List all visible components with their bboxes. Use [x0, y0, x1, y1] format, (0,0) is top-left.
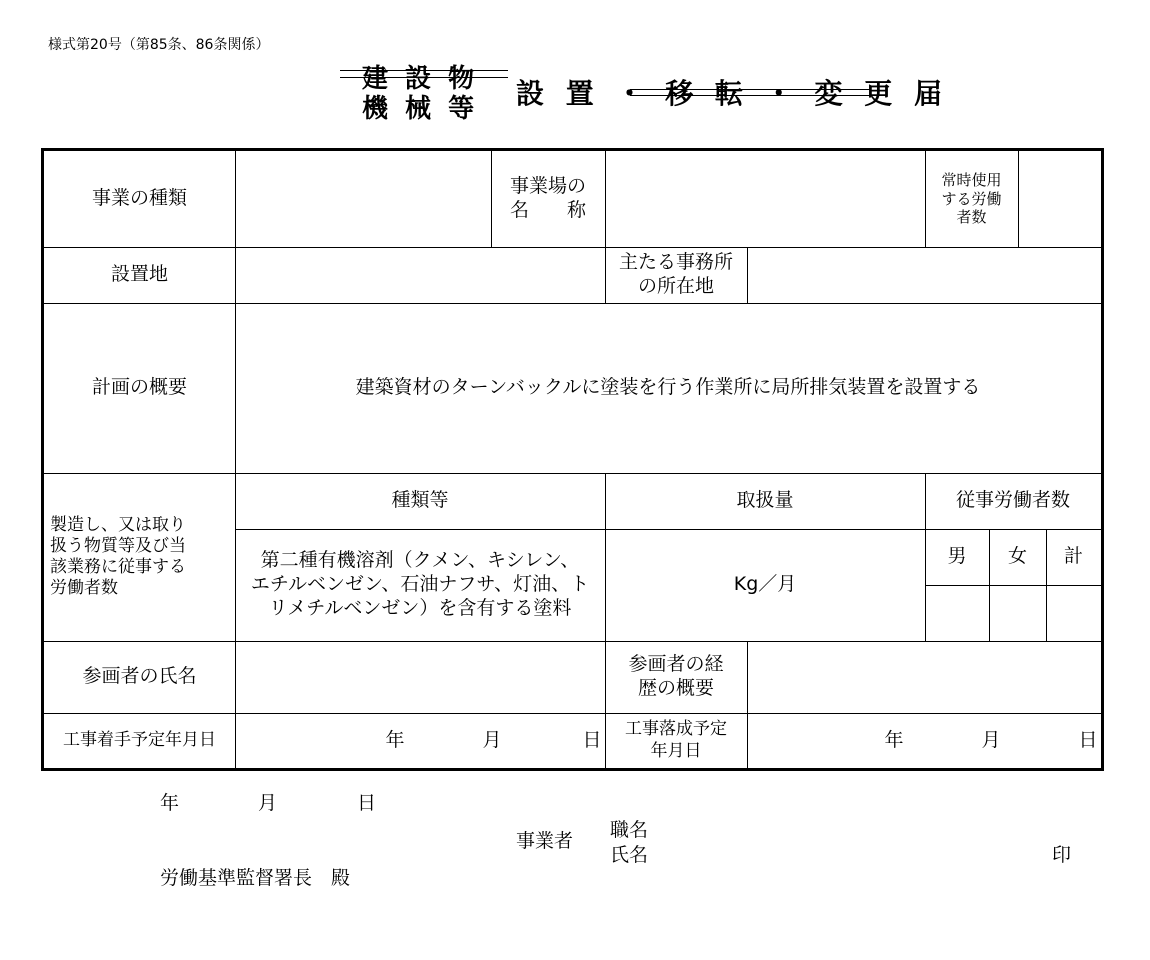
female-header: 女	[1007, 545, 1027, 568]
engaged-workers-header: 従事労働者数	[955, 489, 1070, 512]
substance-value-line: リメチルベンゼン）を含有する塗料	[268, 596, 572, 619]
main-office-label-line: 主たる事務所	[618, 251, 733, 274]
business-type-label: 事業の種類	[91, 187, 187, 210]
seal-label: 印	[1052, 844, 1072, 866]
substance-value	[235, 529, 605, 641]
participant-name-field[interactable]	[236, 642, 604, 712]
regular-workers-label-line: 者数	[956, 208, 987, 227]
substance-label-line: 扱う物質等及び当	[50, 535, 186, 556]
regular-workers-field[interactable]	[1019, 152, 1100, 246]
participant-name-label: 参画者の氏名	[82, 665, 197, 688]
main-office-field[interactable]	[748, 248, 1100, 302]
completion-date-label	[605, 713, 747, 768]
completion-date-label-line: 工事落成予定	[625, 719, 727, 740]
title-strike-line	[630, 95, 870, 96]
title-strike-line	[340, 77, 508, 78]
business-type-field[interactable]	[236, 152, 490, 246]
title-option-buildings: 建 設 物	[362, 64, 479, 94]
regular-workers-label-line: 常時使用	[941, 170, 1002, 189]
male-header: 男	[947, 545, 967, 568]
total-header: 計	[1063, 545, 1083, 568]
main-office-label	[605, 247, 747, 303]
workplace-name-label-line: 名 称	[509, 199, 586, 221]
total-count-field[interactable]	[1047, 586, 1100, 640]
plan-value: 建築資材のターンバックルに塗装を行う作業所に局所排気装置を設置する	[355, 376, 981, 399]
participant-career-field[interactable]	[748, 642, 1100, 712]
start-date-day: 日	[582, 728, 602, 751]
amount-header: 取扱量	[736, 489, 794, 512]
substance-label	[44, 473, 235, 641]
position-label: 職名	[610, 819, 649, 841]
addressee: 労働基準監督署長 殿	[160, 867, 351, 889]
substance-label-line: 労働者数	[50, 578, 118, 599]
substance-value-line: エチルベンゼン、石油ナフサ、灯油、ト	[250, 573, 590, 596]
location-field[interactable]	[236, 248, 604, 302]
application-form-table	[41, 148, 1104, 771]
amount-value: Kg／月	[733, 573, 797, 596]
footer-year: 年	[160, 792, 180, 814]
completion-date-month: 月	[981, 728, 1001, 751]
substance-label-line: 該業務に従事する	[50, 557, 186, 577]
substance-label-line: 製造し、又は取り	[50, 514, 186, 535]
participant-career-label-line: 参画者の経	[628, 653, 724, 676]
footer-day: 日	[357, 792, 377, 814]
start-date-label: 工事着手予定年月日	[63, 729, 216, 750]
form-number: 様式第20号（第85条、86条関係）	[48, 37, 270, 53]
female-count-field[interactable]	[990, 586, 1045, 640]
employer-label: 事業者	[516, 830, 574, 852]
start-date-year: 年	[385, 728, 405, 751]
completion-date-label-line: 年月日	[650, 740, 702, 761]
participant-career-label	[605, 641, 747, 713]
substance-value-line: 第二種有機溶剤（クメン、キシレン、	[260, 549, 580, 572]
workplace-name-field[interactable]	[606, 152, 924, 246]
title-strike-line	[630, 89, 870, 90]
title-main: 設 置 ・ 移 転 ・ 変 更 届	[516, 77, 948, 110]
workplace-name-label	[491, 151, 605, 247]
workplace-name-label-line: 事業場の	[509, 175, 586, 198]
type-header: 種類等	[391, 489, 449, 512]
completion-date-year: 年	[884, 728, 904, 751]
plan-label: 計画の概要	[91, 376, 187, 399]
footer-month: 月	[258, 792, 278, 814]
participant-career-label-line: 歴の概要	[637, 677, 714, 699]
title-strike-line	[340, 70, 508, 71]
male-count-field[interactable]	[926, 586, 988, 640]
title-option-machines: 機 械 等	[362, 94, 479, 124]
main-office-label-line: の所在地	[637, 275, 714, 297]
regular-workers-label-line: する労働	[941, 189, 1002, 208]
regular-workers-label	[925, 151, 1018, 247]
start-date-month: 月	[482, 728, 502, 751]
location-label: 設置地	[110, 263, 168, 286]
name-label: 氏名	[610, 844, 649, 866]
completion-date-day: 日	[1078, 728, 1098, 751]
